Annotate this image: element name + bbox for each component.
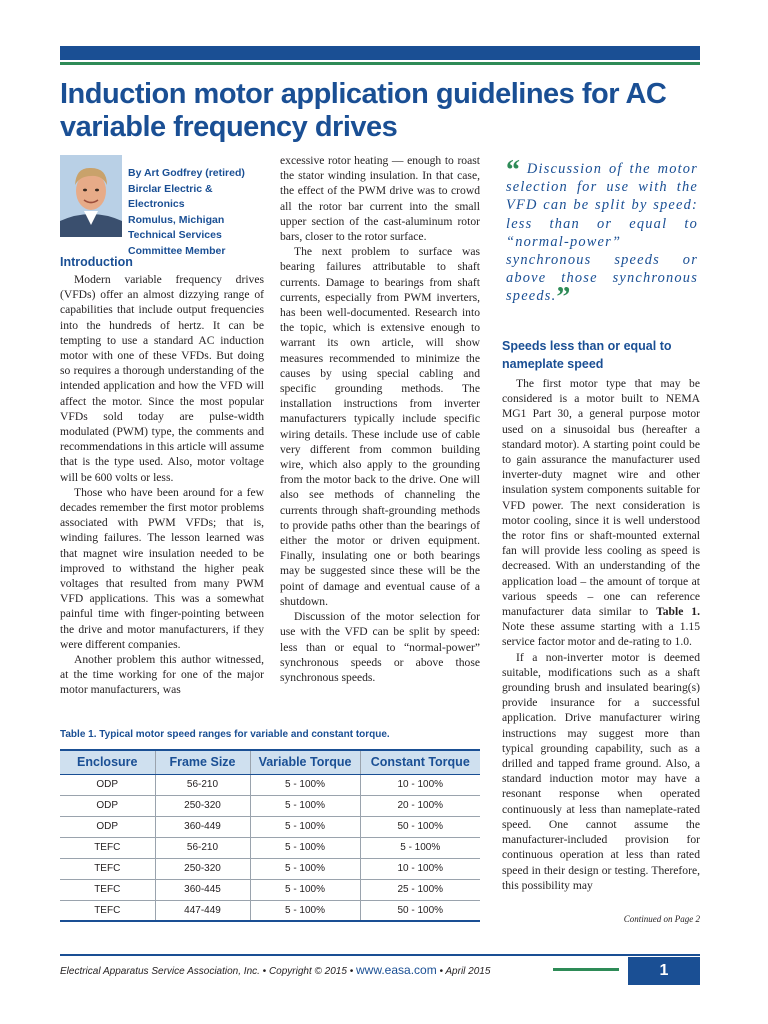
table-row (60, 837, 480, 858)
footer-date: • April 2015 (436, 966, 491, 977)
introduction-heading: Introduction (60, 255, 133, 269)
cell: 5 - 100% (250, 858, 360, 879)
cell: TEFC (60, 900, 155, 921)
table-row (60, 795, 480, 816)
cell: 360-445 (155, 879, 250, 900)
cell: 5 - 100% (360, 837, 480, 858)
paragraph-text: The first motor type that may be considered is a motor built to NEMA MG1 Part 30, a general purpose motor used on a sinusoidal bus (hereafter a standard motor). A starting point could be to gain assurance the manufacturer used inverter-duty magnet wire and other insulation system components suitable for VFD power. The next consideration is motor cooling, since it is well understood the rotor fins or shaft-mounted external fan will provide less cooling as speed is decreased. With an understanding of the application load – the amount of torque at various speeds – one can reference manufacturer data similar to (502, 377, 700, 619)
paragraph: Another problem this author witnessed, at the time working for one of the major motor manufacturers, was (60, 653, 264, 697)
pull-quote (506, 155, 698, 314)
footer-website-link[interactable]: www.easa.com (356, 963, 437, 977)
header-rule-green (60, 62, 700, 65)
cell: 447-449 (155, 900, 250, 921)
byline-line: Birclar Electric & Electronics (128, 182, 213, 210)
cell: 250-320 (155, 795, 250, 816)
cell: 20 - 100% (360, 795, 480, 816)
column-header: Enclosure (60, 750, 155, 774)
table-row (60, 858, 480, 879)
table-row (60, 774, 480, 795)
column-header: Variable Torque (250, 750, 360, 774)
cell: 50 - 100% (360, 816, 480, 837)
table-row (60, 879, 480, 900)
cell: 5 - 100% (250, 774, 360, 795)
cell: 56-210 (155, 837, 250, 858)
byline-line: Technical Services (128, 229, 222, 241)
cell: 5 - 100% (250, 900, 360, 921)
byline-line: By Art Godfrey (retired) (128, 167, 245, 179)
cell: 360-449 (155, 816, 250, 837)
table-row (60, 816, 480, 837)
paragraph: Modern variable frequency drives (VFDs) offer an almost dizzying range of capabilities that include output frequencies into the hundreds of hertz. It can be tempting to use a standard AC induction motor with one of these VFDs. But doing so requires a thorough understanding of the intended application and how the VFD will affect the motor. Since the most popular VFDs sold today are pulse-width modulated (PWM) type, the comments and recommendations in this article will assume that is the type used. Also, motor voltage will be 600 volts or less. (60, 273, 264, 484)
motor-speed-table (60, 749, 480, 922)
byline-line: Committee Member (128, 244, 226, 257)
cell: ODP (60, 774, 155, 795)
pull-quote-text: Discussion of the motor selection for use with the VFD can be split by speed: less than or equal to “normal-power” synchronous speeds or above those synchronous speeds. (506, 161, 698, 305)
cell: 56-210 (155, 774, 250, 795)
cell: TEFC (60, 837, 155, 858)
cell: 10 - 100% (360, 858, 480, 879)
table-header-row (60, 750, 480, 774)
cell: 250-320 (155, 858, 250, 879)
cell: 50 - 100% (360, 900, 480, 921)
column-1 (60, 272, 264, 698)
footer (60, 963, 490, 977)
byline-line: Romulus, Michigan (128, 213, 225, 226)
author-byline (128, 166, 268, 259)
page-number: 1 (628, 957, 700, 985)
footer-accent (553, 968, 619, 971)
column-header: Constant Torque (360, 750, 480, 774)
cell: 5 - 100% (250, 879, 360, 900)
footer-org: Electrical Apparatus Service Association, Inc. • Copyright © 2015 • (60, 966, 356, 977)
continued-note: Continued on Page 2 (623, 914, 700, 924)
cell: TEFC (60, 858, 155, 879)
paragraph (502, 376, 700, 650)
footer-rule (60, 954, 700, 956)
close-quote-icon: ” (556, 282, 571, 314)
paragraph-text: Note these assume starting with a 1.15 service factor motor and de-rating to 1.0. (502, 620, 700, 649)
article-title: Induction motor application guidelines for AC variable frequency drives (60, 78, 667, 143)
table-reference: Table 1. (656, 605, 700, 619)
cell: 5 - 100% (250, 816, 360, 837)
author-photo (60, 155, 122, 237)
paragraph: Those who have been around for a few decades remember the first motor problems associated with PWM VFDs; that is, winding failures. The lesson learned was that magnet wire insulation needed to be improved to withstand the higher peak voltages that resulted from many PWM VFD applications. This was a somewhat painful time with finger-pointing between the drive and motor manufacturers, if they were different companies. (60, 485, 264, 651)
paragraph: If a non-inverter motor is deemed suitable, modifications such as a shaft grounding brush and insulated bearing(s) provide insurance for a successful application. Drive manufacturer wiring instructions may suggest more than typical grounding capability, such as a drilled and tapped frame ground. Also, a standard induction motor may have a resonant response when operated continuously at less than nameplate-rated speed. One cannot assume the manufacturer-included provision for continuous operation at less than rated speed in their design or testing. Therefore, this possibility may (502, 650, 700, 892)
column-2 (280, 153, 480, 685)
paragraph: Discussion of the motor selection for use with the VFD can be split by speed: less than or equal to “normal-power” synchronous speeds or above those synchronous speeds. (280, 610, 480, 684)
table-caption: Table 1. Typical motor speed ranges for variable and constant torque. (60, 729, 390, 740)
cell: 25 - 100% (360, 879, 480, 900)
cell: 5 - 100% (250, 837, 360, 858)
paragraph: excessive rotor heating — enough to roast the stator winding insulation. In that case, the effect of the PWM drive was to crowd all the rotor bar current into the small upper section of the cast-aluminum rotor bars, closer to the rotor surface. (280, 154, 480, 244)
cell: 10 - 100% (360, 774, 480, 795)
table-row (60, 900, 480, 921)
cell: ODP (60, 795, 155, 816)
paragraph: The next problem to surface was bearing failures attributable to shaft currents. Damage to bearings from shaft currents, especially from PWM inverters, has been well-documented. Research into the topic, which is extensive enough to warrant its own article, will show measures recommended to minimize the causes by using special cabling and specific grounding methods. The installation instructions from inverter manufacturers typically include specific wiring details. These include use of cable very different from common building wire, which also apply to the grounding from the motor back to the drive. One will also see methods of channeling the currents through shaft-grounding methods to provide paths other than the bearings of either the motor or driven equipment. Finally, insulating one or both bearings may be suggested since these will be the point of damage and eventual cause of a shutdown. (280, 245, 480, 608)
cell: TEFC (60, 879, 155, 900)
speeds-heading: Speeds less than or equal to nameplate speed (502, 339, 672, 371)
header-rule-blue (60, 46, 700, 60)
column-3 (502, 376, 700, 893)
open-quote-icon: “ (506, 155, 520, 186)
column-header: Frame Size (155, 750, 250, 774)
cell: 5 - 100% (250, 795, 360, 816)
cell: ODP (60, 816, 155, 837)
